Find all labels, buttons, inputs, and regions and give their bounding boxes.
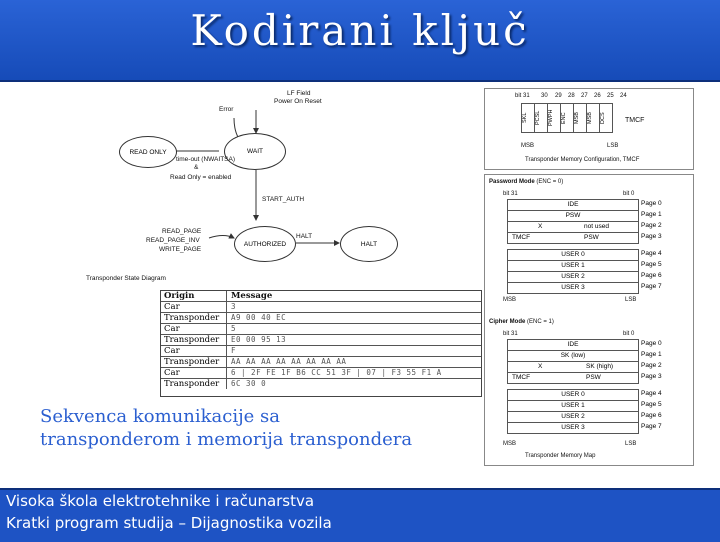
bit-cell: MSB	[586, 103, 600, 133]
timeout-label: time-out (NWAITSA)	[176, 156, 236, 163]
message-header: Message	[231, 291, 273, 301]
origin-header: Origin	[161, 291, 227, 301]
message-cell: 6C 30 0	[231, 379, 267, 388]
origin-cell: Transponder	[161, 313, 227, 323]
memory-row: USER 1	[507, 260, 639, 272]
bit-cell: SKL	[521, 103, 535, 133]
memory-row: X SK (high)	[507, 361, 639, 373]
read-only-enabled-label: Read Only = enabled	[170, 174, 232, 181]
bit-number: 25	[607, 93, 614, 99]
page-label: Page 5	[641, 401, 662, 408]
lf-field-label: LF Field	[287, 90, 311, 97]
memory-map-panel	[484, 174, 694, 466]
tmcf-bits	[521, 103, 612, 133]
memory-config-panel	[484, 88, 694, 170]
origin-cell: Car	[161, 324, 227, 334]
message-table-header	[161, 291, 481, 302]
bit-cell: PCSL	[534, 103, 548, 133]
bit-number: 30	[541, 93, 548, 99]
read-page-inv-label: READ_PAGE_INV	[146, 237, 200, 244]
bit-number: 28	[568, 93, 575, 99]
bit-number: 27	[581, 93, 588, 99]
bit31-label: bit 31	[503, 191, 518, 197]
bit0-label: bit 0	[623, 331, 635, 337]
memory-row: USER 2	[507, 411, 639, 423]
lsb-label: LSB	[625, 441, 637, 447]
table-row	[161, 335, 481, 346]
halt-arrow-label: HALT	[296, 233, 313, 240]
footer	[0, 488, 720, 542]
page-label: Page 4	[641, 390, 662, 397]
bit-cell: ENC	[560, 103, 574, 133]
lsb-label: LSB	[607, 143, 619, 149]
memory-row: USER 3	[507, 422, 639, 434]
memory-row: TMCF PSW	[507, 232, 639, 244]
table-row	[161, 357, 481, 368]
write-page-label: WRITE_PAGE	[159, 246, 202, 253]
bit-cell: MSB	[573, 103, 587, 133]
page-label: Page 6	[641, 412, 662, 419]
memory-row: USER 1	[507, 400, 639, 412]
message-cell: AA AA AA AA AA AA AA AA	[231, 357, 347, 366]
page-label: Page 1	[641, 211, 662, 218]
table-row	[161, 346, 481, 357]
state-wait: WAIT	[224, 133, 286, 170]
page-label: Page 7	[641, 283, 662, 290]
lsb-label: LSB	[625, 297, 637, 303]
table-row	[161, 379, 481, 389]
slide-title: Kodirani ključ	[190, 6, 530, 55]
memory-row: TMCF PSW	[507, 372, 639, 384]
memory-config-caption: Transponder Memory Configuration, TMCF	[525, 157, 640, 163]
tmcf-label: TMCF	[625, 117, 645, 124]
cipher-mode-title: Cipher Mode (ENC = 1)	[489, 319, 554, 325]
memory-row: USER 3	[507, 282, 639, 294]
read-page-label: READ_PAGE	[162, 228, 202, 235]
amp-label: &	[194, 164, 199, 171]
memory-row: USER 0	[507, 249, 639, 261]
page-label: Page 7	[641, 423, 662, 430]
caption-line-1: Sekvenca komunikacije sa	[40, 406, 280, 427]
page-label: Page 5	[641, 261, 662, 268]
slide-caption	[40, 405, 412, 451]
origin-cell: Transponder	[161, 335, 227, 345]
message-table	[160, 290, 482, 397]
memory-row: SK (low)	[507, 350, 639, 362]
origin-cell: Car	[161, 302, 227, 312]
page-label: Page 0	[641, 200, 662, 207]
memory-row: USER 2	[507, 271, 639, 283]
error-label: Error	[219, 106, 234, 113]
footer-line-2: Kratki program studija – Dijagnostika vozila	[6, 514, 332, 532]
origin-cell: Transponder	[161, 379, 227, 389]
table-row	[161, 324, 481, 335]
message-cell: E0 00 95 13	[231, 335, 287, 344]
memory-row: PSW	[507, 210, 639, 222]
message-cell: 5	[231, 324, 237, 333]
page-label: Page 3	[641, 373, 662, 380]
footer-line-1: Visoka škola elektrotehnike i računarstva	[6, 492, 315, 510]
message-cell: A9 00 40 EC	[231, 313, 287, 322]
state-halt: HALT	[340, 226, 398, 262]
memory-row: IDE	[507, 339, 639, 351]
memory-row: X not used	[507, 221, 639, 233]
password-mode-title: Password Mode (ENC = 0)	[489, 179, 564, 185]
memory-map-caption: Transponder Memory Map	[525, 453, 596, 459]
title-bar	[0, 0, 720, 82]
table-row	[161, 313, 481, 324]
message-cell: F	[231, 346, 237, 355]
bit31-label: bit 31	[503, 331, 518, 337]
origin-cell: Car	[161, 368, 227, 378]
page-label: Page 4	[641, 250, 662, 257]
state-diagram	[34, 88, 478, 286]
page-label: Page 2	[641, 222, 662, 229]
bit-cell: DCS	[599, 103, 613, 133]
bit-cell: PWPH	[547, 103, 561, 133]
table-row	[161, 368, 481, 379]
memory-row: IDE	[507, 199, 639, 211]
page-label: Page 6	[641, 272, 662, 279]
msb-label: MSB	[503, 441, 517, 447]
origin-cell: Car	[161, 346, 227, 356]
bit-number: 24	[620, 93, 627, 99]
bit31-label: bit 31	[515, 93, 530, 99]
page-label: Page 2	[641, 362, 662, 369]
page-label: Page 1	[641, 351, 662, 358]
message-cell: 6 | 2F FE 1F B6 CC 51 3F | 07 | F3 55 F1 A	[231, 368, 442, 377]
power-on-reset-label: Power On Reset	[274, 98, 322, 105]
msb-label: MSB	[503, 297, 517, 303]
origin-cell: Transponder	[161, 357, 227, 367]
page-label: Page 3	[641, 233, 662, 240]
start-auth-label: START_AUTH	[262, 196, 305, 203]
table-row	[161, 302, 481, 313]
bit-number: 29	[555, 93, 562, 99]
memory-row: USER 0	[507, 389, 639, 401]
state-authorized: AUTHORIZED	[234, 226, 296, 262]
state-read-only: READ ONLY	[119, 136, 177, 168]
bit-number: 26	[594, 93, 601, 99]
bit0-label: bit 0	[623, 191, 635, 197]
page-label: Page 0	[641, 340, 662, 347]
caption-line-2: transponderom i memorija transpondera	[40, 429, 413, 450]
state-diagram-caption: Transponder State Diagram	[86, 275, 166, 282]
message-cell: 3	[231, 302, 237, 311]
msb-label: MSB	[521, 143, 535, 149]
